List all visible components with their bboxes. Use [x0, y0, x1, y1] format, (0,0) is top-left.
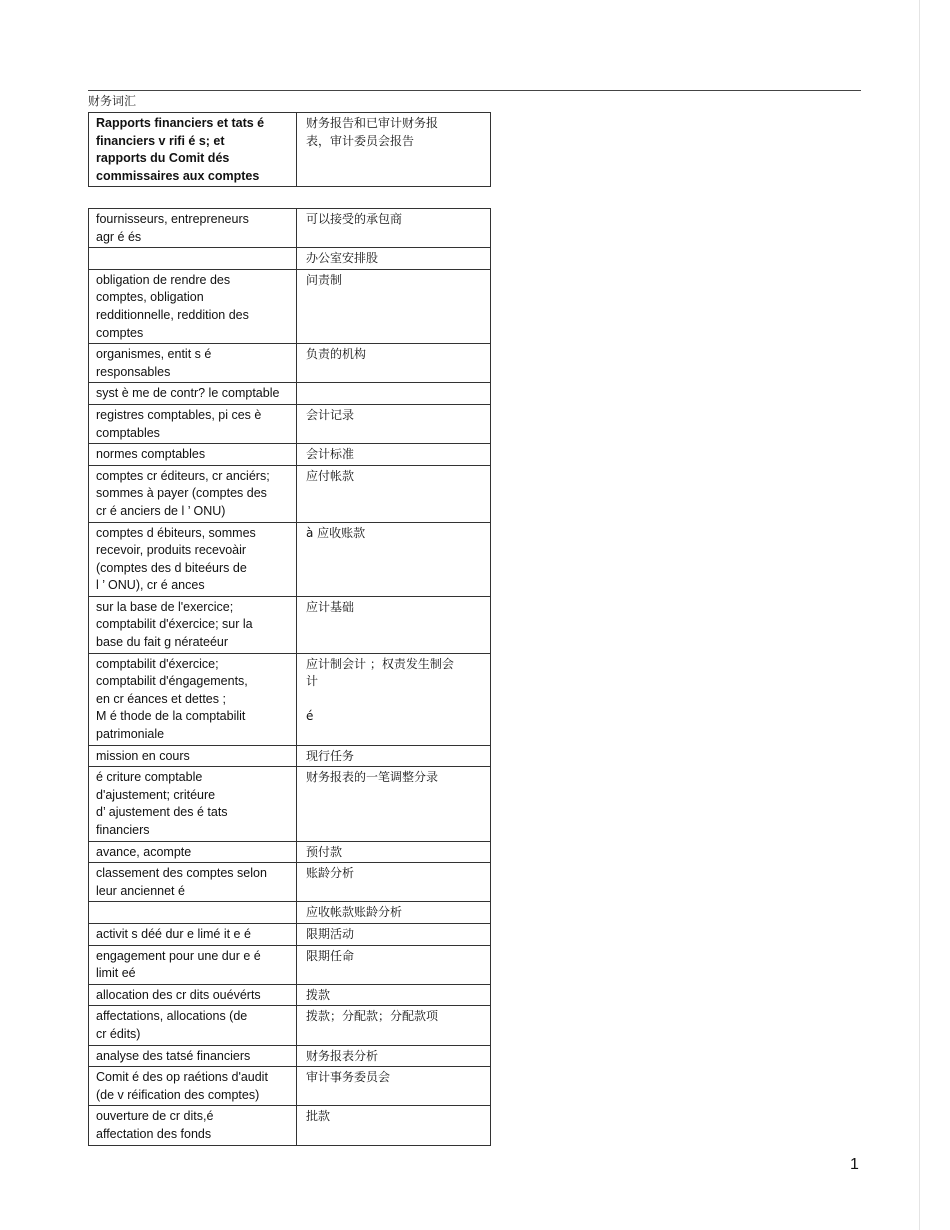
chinese-term-cell: 财务报表的一笔调整分录 — [297, 767, 491, 841]
chinese-term-cell: 批款 — [297, 1106, 491, 1145]
glossary-row — [89, 269, 491, 343]
chinese-term-cell: 拨款；分配款；分配款项 — [297, 1006, 491, 1045]
glossary-row — [89, 344, 491, 383]
glossary-row — [89, 945, 491, 984]
chinese-term-cell: 问责制 — [297, 269, 491, 343]
title-chinese-cell: 财务报告和已审计财务报 表，审计委员会报告 — [297, 113, 491, 187]
chinese-term-cell: 限期活动 — [297, 923, 491, 945]
french-term-cell: mission en cours — [89, 745, 297, 767]
title-french-cell: Rapports financiers et tats é financiers v rifi é s; et rapports du Comit dés commissaires aux comptes — [89, 113, 297, 187]
french-term-cell: allocation des cr dits ouévérts — [89, 984, 297, 1006]
glossary-row — [89, 1006, 491, 1045]
french-term-cell: fournisseurs, entrepreneurs agr é és — [89, 209, 297, 248]
glossary-row — [89, 465, 491, 522]
french-term-cell: analyse des tatsé financiers — [89, 1045, 297, 1067]
chinese-term-cell: 会计标准 — [297, 444, 491, 466]
title-table — [88, 112, 491, 187]
french-term-cell: ouverture de cr dits,é affectation des fonds — [89, 1106, 297, 1145]
french-term-cell — [89, 902, 297, 924]
french-term-cell: registres comptables, pi ces è comptables — [89, 404, 297, 443]
chinese-term-cell: 应付帐款 — [297, 465, 491, 522]
chinese-term-cell: 会计记录 — [297, 404, 491, 443]
glossary-row — [89, 383, 491, 405]
french-term-cell: syst è me de contr? le comptable — [89, 383, 297, 405]
french-term-cell: comptabilit d'éxercice; comptabilit d'éngagements, en cr éances et dettes ; M é thode de la comptabilit patrimoniale — [89, 653, 297, 745]
glossary-row — [89, 653, 491, 745]
french-term-cell: comptes d ébiteurs, sommes recevoir, produits recevoàir (comptes des d biteéurs de l ’ ONU), cr é ances — [89, 522, 297, 596]
glossary-row — [89, 863, 491, 902]
chinese-term-cell: 预付款 — [297, 841, 491, 863]
header-rule — [88, 90, 861, 91]
french-term-cell: Comit é des op raétions d'audit (de v réification des comptes) — [89, 1067, 297, 1106]
chinese-term-cell: 应计制会计 ；权责发生制会 计 é — [297, 653, 491, 745]
glossary-row — [89, 767, 491, 841]
glossary-row — [89, 248, 491, 270]
glossary-table-body — [89, 209, 491, 1146]
chinese-term-cell: 应计基础 — [297, 596, 491, 653]
french-term-cell: engagement pour une dur e é limit eé — [89, 945, 297, 984]
glossary-row — [89, 984, 491, 1006]
french-term-cell: activit s déé dur e limé it e é — [89, 923, 297, 945]
page-header-title: 财务词汇 — [88, 94, 137, 108]
french-term-cell: avance, acompte — [89, 841, 297, 863]
chinese-term-cell: 负责的机构 — [297, 344, 491, 383]
glossary-row — [89, 444, 491, 466]
chinese-term-cell: à 应收账款 — [297, 522, 491, 596]
glossary-row — [89, 522, 491, 596]
glossary-row — [89, 841, 491, 863]
french-term-cell: organismes, entit s é responsables — [89, 344, 297, 383]
chinese-term-cell: 办公室安排股 — [297, 248, 491, 270]
glossary-row — [89, 1106, 491, 1145]
title-row — [89, 113, 491, 187]
french-term-cell: normes comptables — [89, 444, 297, 466]
page-number: 1 — [850, 1156, 859, 1173]
glossary-row — [89, 745, 491, 767]
glossary-row — [89, 209, 491, 248]
glossary-row — [89, 1045, 491, 1067]
glossary-table — [88, 208, 491, 1146]
glossary-row — [89, 923, 491, 945]
chinese-term-cell: 拨款 — [297, 984, 491, 1006]
glossary-row — [89, 596, 491, 653]
chinese-term-cell: 财务报表分析 — [297, 1045, 491, 1067]
french-term-cell: sur la base de l'exercice; comptabilit d'éxercice; sur la base du fait g nérateéur — [89, 596, 297, 653]
chinese-term-cell: 现行任务 — [297, 745, 491, 767]
glossary-row — [89, 902, 491, 924]
chinese-term-cell: 限期任命 — [297, 945, 491, 984]
french-term-cell: é criture comptable d'ajustement; critéure d’ ajustement des é tats financiers — [89, 767, 297, 841]
french-term-cell: affectations, allocations (de cr édits) — [89, 1006, 297, 1045]
chinese-term-cell: 审计事务委员会 — [297, 1067, 491, 1106]
chinese-term-cell: 账龄分析 — [297, 863, 491, 902]
french-term-cell — [89, 248, 297, 270]
chinese-term-cell: 应收帐款账龄分析 — [297, 902, 491, 924]
page-edge-line — [919, 0, 920, 1230]
french-term-cell: obligation de rendre des comptes, obligation redditionnelle, reddition des comptes — [89, 269, 297, 343]
french-term-cell: comptes cr éditeurs, cr anciérs; sommes à payer (comptes des cr é anciers de l ’ ONU) — [89, 465, 297, 522]
chinese-term-cell — [297, 383, 491, 405]
french-term-cell: classement des comptes selon leur anciennet é — [89, 863, 297, 902]
glossary-row — [89, 404, 491, 443]
chinese-term-cell: 可以接受的承包商 — [297, 209, 491, 248]
glossary-row — [89, 1067, 491, 1106]
